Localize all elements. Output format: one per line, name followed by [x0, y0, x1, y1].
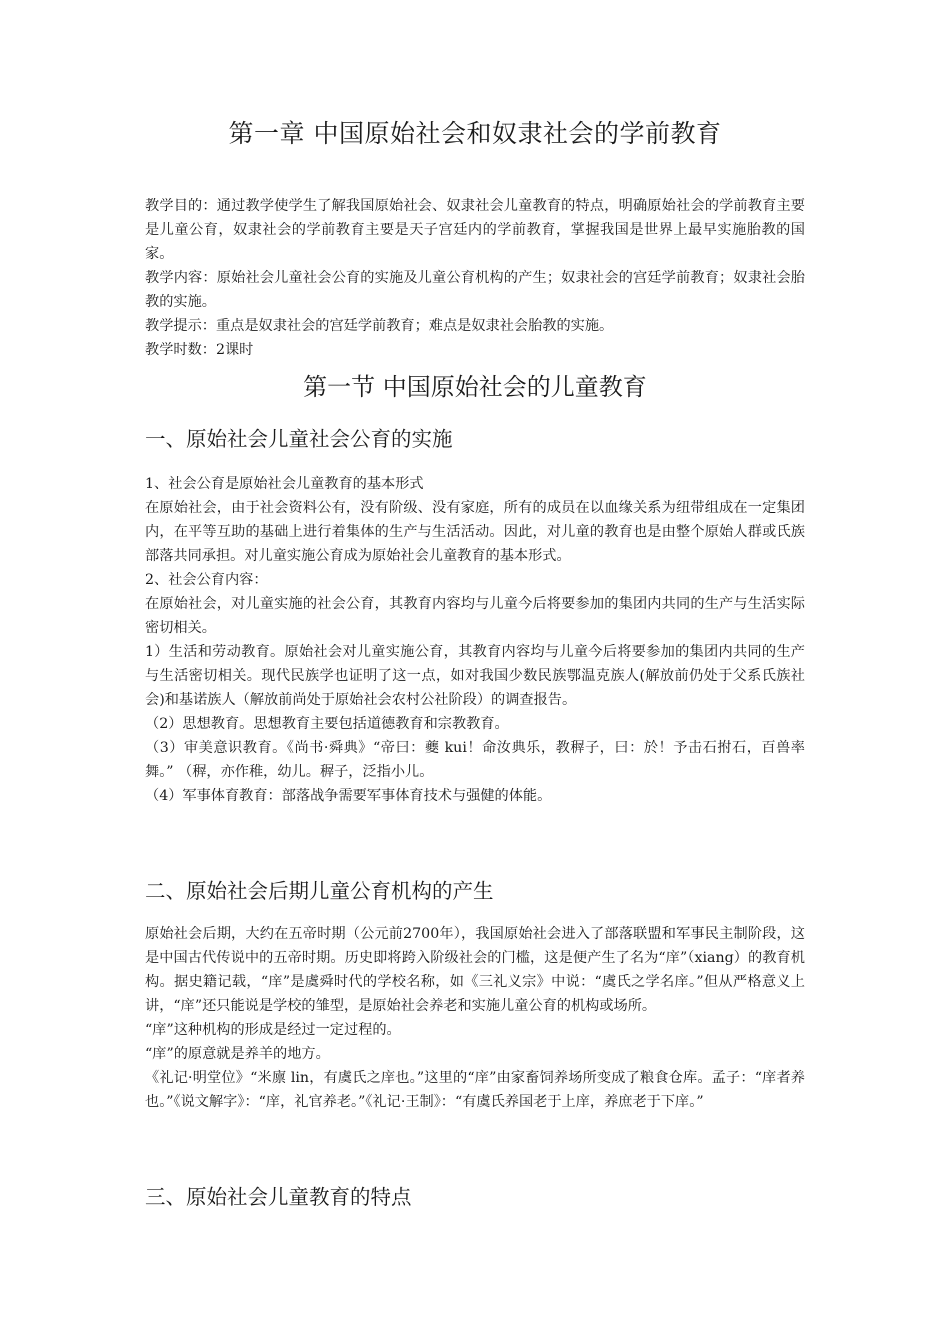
part1-body: [145, 472, 805, 808]
intro-block: [145, 194, 805, 362]
intro-content: 教学内容：原始社会儿童社会公育的实施及儿童公育机构的产生；奴隶社会的宫廷学前教育；奴隶社会胎教的实施。: [145, 270, 805, 310]
intro-hours: 教学时数：2课时: [145, 342, 254, 358]
section-title: 第一节 中国原始社会的儿童教育: [303, 373, 647, 401]
part3-heading: 三、原始社会儿童教育的特点: [145, 1185, 412, 1209]
paragraph: （3）审美意识教育。《尚书·舜典》“帝曰：夔 kui！命汝典乐，教稺子，曰：於！予击石拊石，百兽率舞。” （稺，亦作稚，幼儿。稺子，泛指小儿。: [145, 740, 805, 780]
intro-tips: 教学提示：重点是奴隶社会的宫廷学前教育；难点是奴隶社会胎教的实施。: [145, 318, 614, 334]
part2-body: [145, 922, 805, 1114]
paragraph: 原始社会后期，大约在五帝时期（公元前2700年），我国原始社会进入了部落联盟和军事民主制阶段，这是中国古代传说中的五帝时期。历史即将跨入阶级社会的门槛，这是便产生了名为“庠”（xiang）的教育机构。据史籍记载，“庠”是虞舜时代的学校名称，如《三礼义宗》中说：“虞氏之学名庠。”但从严格意义上讲，“庠”还只能说是学校的雏型，是原始社会养老和实施儿童公育的机构或场所。: [145, 926, 805, 1014]
paragraph: 1）生活和劳动教育。原始社会对儿童实施公育，其教育内容均与儿童今后将要参加的集团内共同的生产与生活密切相关。现代民族学也证明了这一点，如对我国少数民族鄂温克族人(解放前仍处于父系氏族社会)和基诺族人（解放前尚处于原始社会农村公社阶段）的调查报告。: [145, 644, 805, 708]
paragraph: 在原始社会，由于社会资料公有，没有阶级、没有家庭，所有的成员在以血缘关系为纽带组成在一定集团内，在平等互助的基础上进行着集体的生产与生活活动。因此，对儿童的教育也是由整个原始人群或氏族部落共同承担。对儿童实施公育成为原始社会儿童教育的基本形式。: [145, 500, 805, 564]
part2-heading: 二、原始社会后期儿童公育机构的产生: [145, 879, 494, 903]
paragraph: 1、社会公育是原始社会儿童教育的基本形式: [145, 476, 424, 492]
paragraph: （4）军事体育教育：部落战争需要军事体育技术与强健的体能。: [145, 788, 552, 804]
intro-objective: 教学目的：通过教学使学生了解我国原始社会、奴隶社会儿童教育的特点，明确原始社会的学前教育主要是儿童公育，奴隶社会的学前教育主要是天子宫廷内的学前教育，掌握我国是世界上最早实施胎教的国家。: [145, 198, 805, 262]
paragraph: 《礼记·明堂位》“米廪 lin，有虞氏之庠也。”这里的“庠”由家畜饲养场所变成了粮食仓库。孟子：“庠者养也。”《说文解字》：“庠，礼官养老。”《礼记·王制》：“有虞氏养国老于上庠，养庶老于下庠。”: [145, 1070, 805, 1110]
paragraph: （2）思想教育。思想教育主要包括道德教育和宗教教育。: [145, 716, 509, 732]
paragraph: 2、社会公育内容：: [145, 572, 268, 588]
part1-heading: 一、原始社会儿童社会公育的实施: [145, 427, 453, 451]
chapter-title: 第一章 中国原始社会和奴隶社会的学前教育: [228, 119, 722, 148]
paragraph: “庠”这种机构的形成是经过一定过程的。: [145, 1022, 401, 1038]
paragraph: “庠”的原意就是养羊的地方。: [145, 1046, 330, 1062]
paragraph: 在原始社会，对儿童实施的社会公育，其教育内容均与儿童今后将要参加的集团内共同的生产与生活实际密切相关。: [145, 596, 805, 636]
